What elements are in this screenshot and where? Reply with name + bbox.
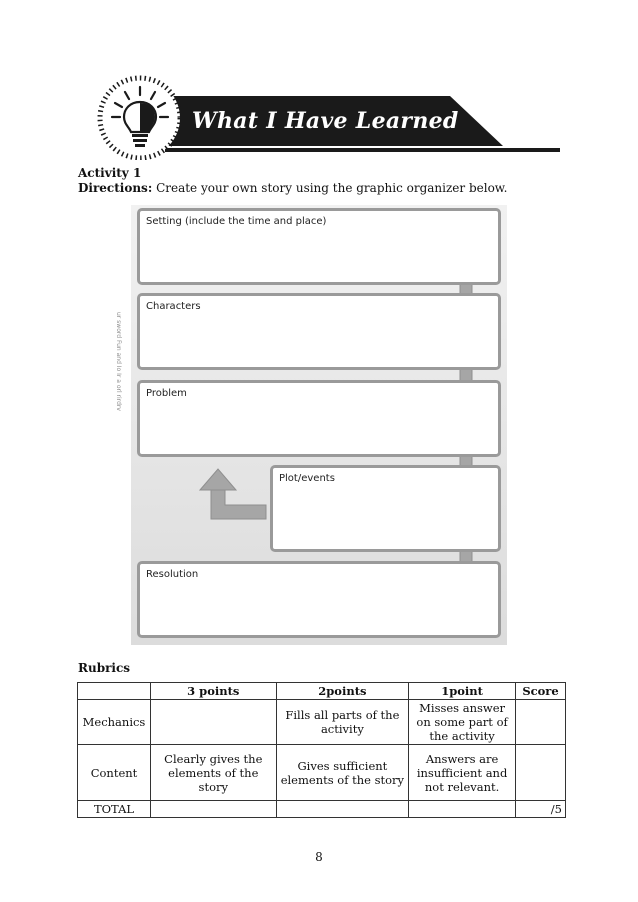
- header-cell: Score: [515, 683, 565, 700]
- directions-label: Directions:: [78, 181, 153, 195]
- table-cell: [409, 801, 516, 818]
- directions: [78, 181, 507, 195]
- table-row: [78, 700, 566, 745]
- page-number: 8: [315, 850, 323, 864]
- resolution-label: Resolution: [146, 569, 199, 580]
- return-arrow-icon: [211, 490, 266, 519]
- activity-label: Activity 1: [78, 166, 142, 180]
- graphic-organizer: [131, 205, 507, 645]
- setting-box[interactable]: [137, 208, 501, 285]
- plot-label: Plot/events: [279, 473, 335, 484]
- table-cell: [150, 801, 276, 818]
- banner-title: What I Have Learned: [192, 108, 459, 134]
- table-cell: Content: [78, 745, 151, 801]
- header-cell: 1point: [409, 683, 516, 700]
- table-cell: Fills all parts of the activity: [276, 700, 409, 745]
- table-cell: [515, 700, 565, 745]
- table-header-row: [78, 683, 566, 700]
- directions-text: Create your own story using the graphic organizer below.: [152, 181, 508, 195]
- table-cell: [150, 700, 276, 745]
- characters-box[interactable]: [137, 293, 501, 370]
- characters-label: Characters: [146, 301, 201, 312]
- problem-box[interactable]: [137, 380, 501, 457]
- lightbulb-icon: [105, 82, 175, 152]
- header-cell: 2points: [276, 683, 409, 700]
- setting-label: Setting (include the time and place): [146, 216, 327, 227]
- side-margin-text: ur sword Fun and Io Ir a orl rirdrv: [115, 312, 122, 411]
- table-row: [78, 745, 566, 801]
- table-row: [78, 801, 566, 818]
- table-cell: Answers are insufficient and not relevant.: [409, 745, 516, 801]
- up-arrow-icon: [200, 469, 236, 490]
- table-cell: Gives sufficient elements of the story: [276, 745, 409, 801]
- table-cell: Clearly gives the elements of the story: [150, 745, 276, 801]
- rubric-table: [77, 682, 566, 818]
- rubrics-title: Rubrics: [78, 661, 131, 675]
- header-cell: 3 points: [150, 683, 276, 700]
- header-cell: [78, 683, 151, 700]
- table-cell: TOTAL: [78, 801, 151, 818]
- table-cell: Misses answer on some part of the activity: [409, 700, 516, 745]
- resolution-box[interactable]: [137, 561, 501, 638]
- table-cell: [515, 745, 565, 801]
- problem-label: Problem: [146, 388, 187, 399]
- table-cell: [276, 801, 409, 818]
- table-cell: Mechanics: [78, 700, 151, 745]
- plot-box[interactable]: [270, 465, 501, 552]
- table-cell: /5: [515, 801, 565, 818]
